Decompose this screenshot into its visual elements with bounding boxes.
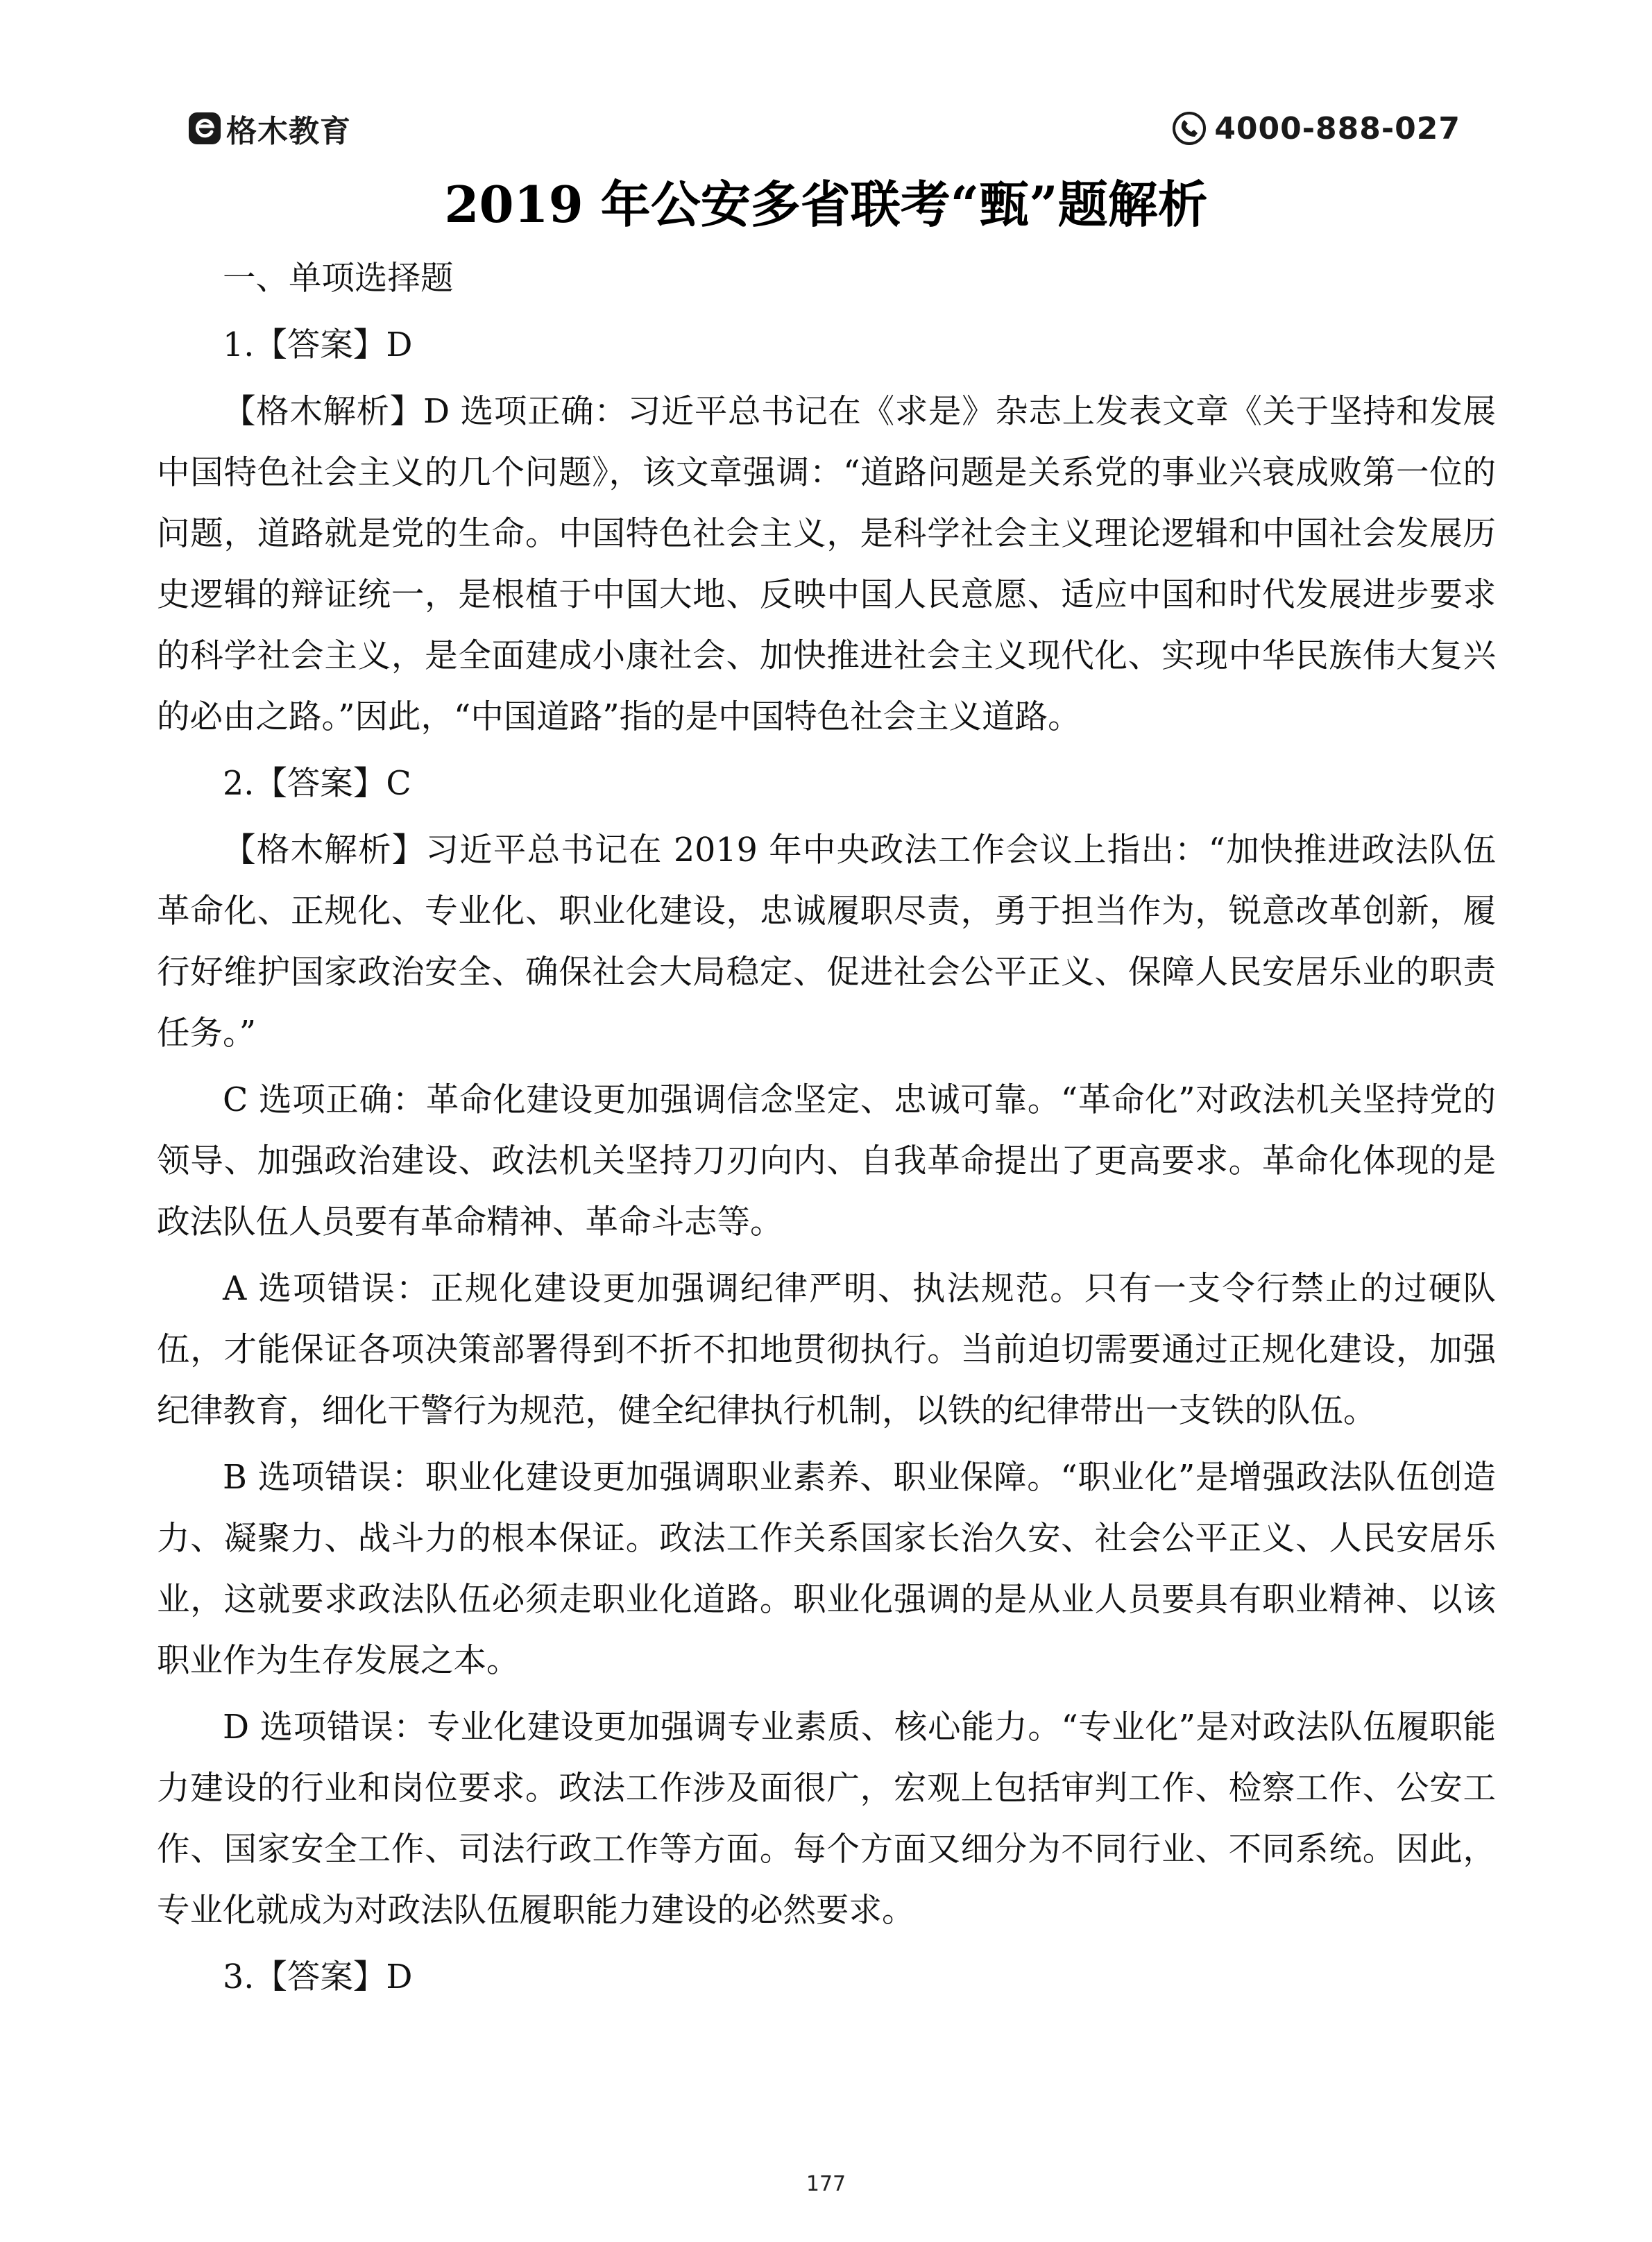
answer-line-3: 3.【答案】D [223, 1958, 413, 1996]
page-title: 2019 年公安多省联考“甄”题解析 [444, 175, 1208, 234]
analysis-paragraph: 【格木解析】D 选项正确：习近平总书记在《求是》杂志上发表文章《关于坚持和发展中国特色社会主义的几个问题》，该文章强调：“道路问题是关系党的事业兴衰成败第一位的问题，道路就是党的生命。中国特色社会主义，是科学社会主义理论逻辑和中国社会发展历史逻辑的辩证统一，是根植于中国大地、反映中国人民意愿、适应中国和时代发展进步要求的科学社会主义，是全面建成小康社会、加快推进社会主义现代化、实现中华民族伟大复兴的必由之路。”因此，“中国道路”指的是中国特色社会主义道路。 [157, 393, 1496, 736]
brand-name: 格木教育 [226, 114, 351, 149]
section-heading: 一、单项选择题 [223, 260, 454, 298]
page-header [0, 104, 1652, 153]
analysis-paragraph: 【格木解析】习近平总书记在 2019 年中央政法工作会议上指出：“加快推进政法队伍革命化、正规化、专业化、职业化建设，忠诚履职尽责，勇于担当作为，锐意改革创新，履行好维护国家政治安全、确保社会大局稳定、促进社会公平正义、保障人民安居乐业的职责任务。” [157, 831, 1496, 1053]
contact-phone [1171, 104, 1461, 153]
option-b-paragraph: B 选项错误：职业化建设更加强调职业素养、职业保障。“职业化”是增强政法队伍创造力、凝聚力、战斗力的根本保证。政法工作关系国家长治久安、社会公平正义、人民安居乐业，这就要求政法队伍必须走职业化道路。职业化强调的是从业人员要具有职业精神、以该职业作为生存发展之本。 [157, 1459, 1496, 1680]
phone-icon [1171, 110, 1207, 146]
answer-line-1: 1.【答案】D [223, 326, 413, 364]
phone-number: 4000-888-027 [1214, 110, 1461, 146]
answer-line-2: 2.【答案】C [223, 765, 411, 803]
document-body [157, 248, 1496, 2008]
page-number: 177 [806, 2172, 846, 2196]
option-d-paragraph: D 选项错误：专业化建设更加强调专业素质、核心能力。“专业化”是对政法队伍履职能力建设的行业和岗位要求。政法工作涉及面很广，宏观上包括审判工作、检察工作、公安工作、国家安全工作、司法行政工作等方面。每个方面又细分为不同行业、不同系统。因此，专业化就成为对政法队伍履职能力建设的必然要求。 [157, 1708, 1496, 1930]
option-c-paragraph: C 选项正确：革命化建设更加强调信念坚定、忠诚可靠。“革命化”对政法机关坚持党的领导、加强政治建设、政法机关坚持刀刃向内、自我革命提出了更高要求。革命化体现的是政法队伍人员要有革命精神、革命斗志等。 [157, 1081, 1496, 1241]
e-logo-icon [189, 112, 221, 144]
brand-logo [189, 104, 351, 153]
option-a-paragraph: A 选项错误：正规化建设更加强调纪律严明、执法规范。只有一支令行禁止的过硬队伍，才能保证各项决策部署得到不折不扣地贯彻执行。当前迫切需要通过正规化建设，加强纪律教育，细化干警行为规范，健全纪律执行机制，以铁的纪律带出一支铁的队伍。 [157, 1270, 1496, 1430]
